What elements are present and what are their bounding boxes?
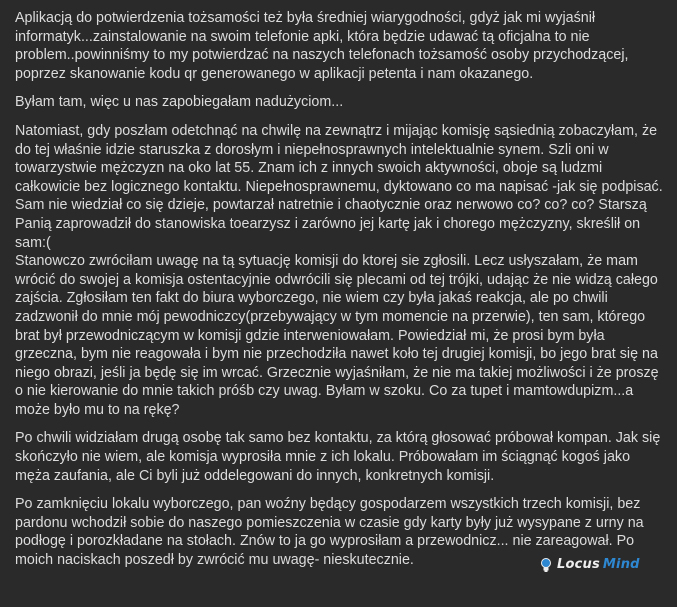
post-paragraph-1: Aplikacją do potwierdzenia tożsamości też była średniej wiarygodności, gdyż jak mi wyjaśnił informatyk...zainstalowanie na swoim telefonie apki, która będzie udawać tą oficjalna to nie problem..powinniśmy to my potwierdzać na naszych telefonach tożsamość osoby przychodzącej, poprzez skanowanie kodu qr generowanego w aplikacji petenta i nam okazanego.	[15, 10, 629, 82]
lightbulb-icon	[538, 557, 554, 573]
post-paragraph-5: Po zamknięciu lokalu wyborczego, pan woźny będący gospodarzem wszystkich trzech komisji, bez pardonu wchodził sobie do naszego pomieszczenia w czasie gdy karty były już wysypane z urny na podłogę i porozkładane na stołach. Znów to ja go wyprosiłam a przewodnicz... nie zareagował. Po moich naciskach poszedł by zwrócić mu uwagę- nieskutecznie.	[15, 496, 644, 569]
watermark-text-mind: Mind	[602, 557, 640, 572]
post-paragraph-4: Po chwili widziałam drugą osobę tak samo bez kontaktu, za którą głosować próbował kompan. Jak się skończyło nie wiem, ale komisja wyprosiła mnie z ich lokalu. Próbowałam im ściągnąć kogoś jako męża zaufania, ale Ci byli już oddelegowani do innych, konkretnych komisji.	[15, 430, 661, 484]
locusmind-watermark	[538, 556, 640, 575]
post-paragraph-3: Natomiast, gdy poszłam odetchnąć na chwilę na zewnątrz i mijając komisję sąsiednią zobaczyłam, że do tej właśnie idzie staruszka z dorosłym i niepełnosprawnych intelektualnie synem. Szli oni w towarzystwie mężczyzn na oko lat 55. Znam ich z innych swoich aktywności, oboje są ludzmi całkowicie bez logicznego kontaktu. Niepełnosprawnemu, dyktowano co ma napisać -jak się podpisać. Sam nie wiedział co się dzieje, powtarzał natretnie i chaotycznie oraz nerwowo co? co? co? Starszą Panią zaprowadził do stanowiska toearzysz i zarówno jej kartę jak i chorego mężczyzny, skreślił on sam:( Stanowczo zwróciłam uwagę na tą sytuację komisji do ktorej sie zgłosili. Lecz usłyszałam, że mam wrócić do swojej a komisja ostentacyjnie odwrócili się plecami od tej trójki, udając że nie widzą całego zajścia. Zgłosiłam ten fakt do biura wyborczego, nie wiem czy była jakaś reakcja, ale po chwili zadzwonił do mnie mój pewodniczcy(przebywający w tym momencie na przerwie), ten sam, którego brat był przewodniczącym w komisji gdzie interweniowałam. Powiedział mi, że prosi bym była grzeczna, bym nie reagowała i bym nie przechodziła nawet koło tej drugiej komisji, bo jego brat się na niego obrazi, jeśli ja będę się im wrcać. Grzecznie wyjaśniłam, że nie ma takiej możliwości i że proszę o nie kierowanie do mnie takich próśb czy uwag. Byłam w szoku. Co za tupet i mamtowdupizm...a może było mu to na rękę?	[15, 122, 663, 418]
watermark-text-locus: Locus	[557, 557, 600, 572]
post-paragraph-2: Byłam tam, więc u nas zapobiegałam nadużyciom...	[15, 94, 344, 111]
